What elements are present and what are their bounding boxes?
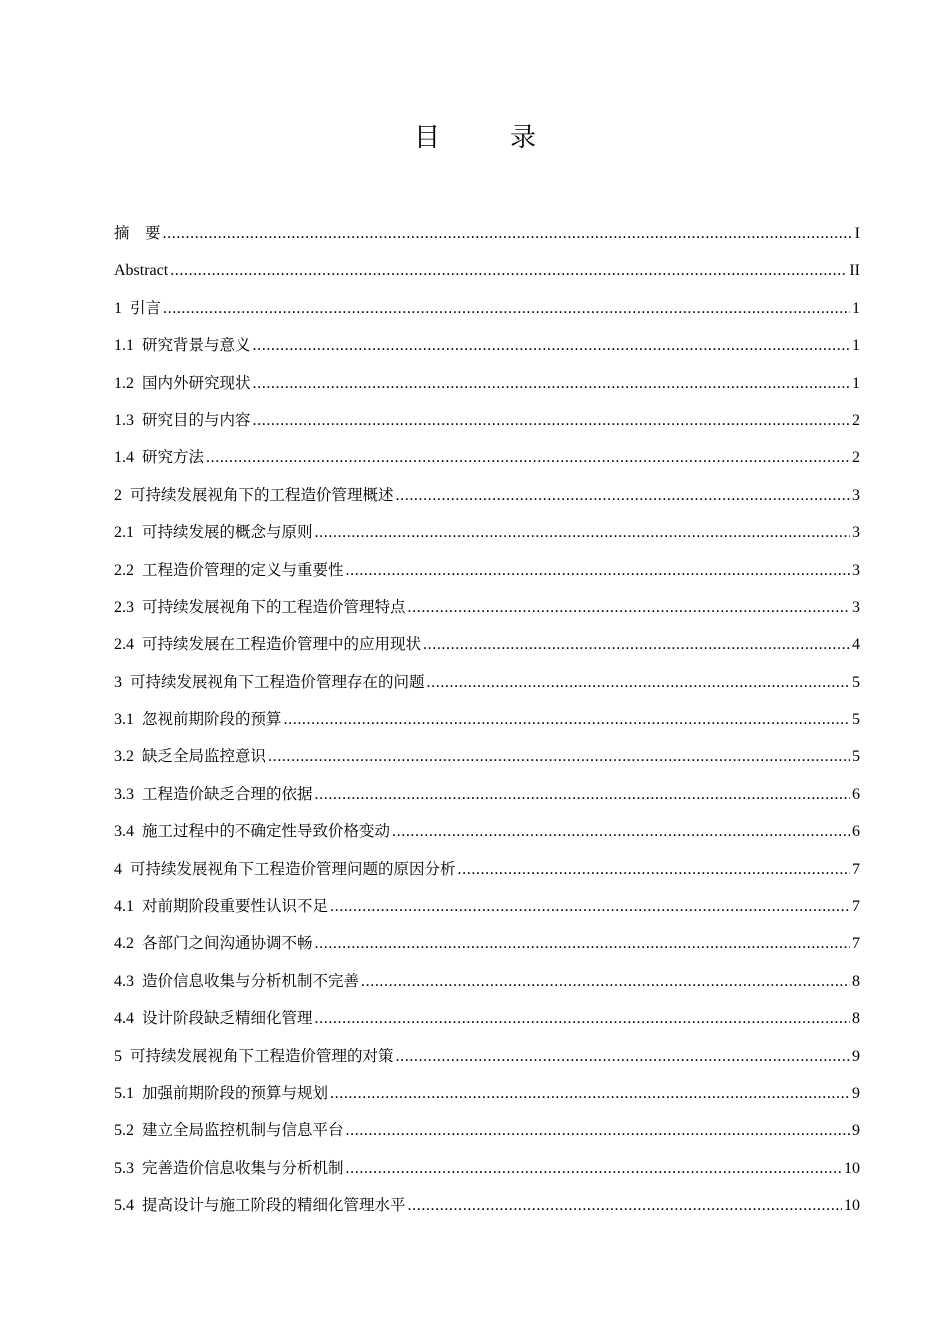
- toc-section-title: 设计阶段缺乏精细化管理: [142, 1009, 313, 1028]
- toc-section-number: 1: [114, 299, 122, 317]
- toc-section-title: 可持续发展视角下的工程造价管理特点: [142, 597, 406, 616]
- toc-section-number: 5.2: [114, 1122, 134, 1140]
- toc-dot-leader: [315, 776, 850, 813]
- toc-entry-label: [114, 625, 421, 663]
- toc-section-number: 2.2: [114, 561, 134, 579]
- toc-dot-leader: [361, 963, 850, 1000]
- toc-entry-label: [114, 775, 313, 813]
- toc-section-title: 缺乏全局监控意识: [142, 747, 267, 766]
- toc-section-number: 2.1: [114, 524, 134, 542]
- toc-page-number: 2: [852, 449, 860, 467]
- toc-dot-leader: [408, 589, 850, 626]
- toc-entry-label: [114, 700, 282, 738]
- toc-section-title: 可持续发展的概念与原则: [142, 523, 313, 542]
- toc-entry-label: [114, 551, 344, 589]
- toc-page-number: 1: [852, 299, 860, 317]
- toc-entry[interactable]: [114, 1037, 860, 1074]
- toc-section-number: 3.3: [114, 785, 134, 803]
- toc-entry[interactable]: [114, 476, 860, 513]
- table-of-contents: [114, 214, 860, 1224]
- toc-entry-label: [114, 962, 359, 1000]
- toc-entry-label: [114, 251, 168, 289]
- toc-page-number: 6: [852, 823, 860, 841]
- toc-dot-leader: [458, 851, 850, 888]
- toc-section-number: 5: [114, 1047, 122, 1065]
- toc-entry-label: [114, 663, 425, 701]
- toc-section-title: 各部门之间沟通协调不畅: [142, 934, 313, 953]
- toc-page-number: 7: [852, 935, 860, 953]
- toc-section-number: 4.4: [114, 1010, 134, 1028]
- toc-entry[interactable]: [114, 401, 860, 438]
- toc-entry[interactable]: [114, 924, 860, 961]
- toc-section-number: 3: [114, 673, 122, 691]
- toc-page-number: 8: [852, 972, 860, 990]
- toc-entry-label: [114, 289, 161, 327]
- toc-entry-label: [114, 476, 394, 514]
- toc-page-number: 6: [852, 785, 860, 803]
- toc-dot-leader: [170, 252, 847, 289]
- toc-section-title: 忽视前期阶段的预算: [142, 710, 282, 729]
- toc-section-number: 1.2: [114, 374, 134, 392]
- toc-entry[interactable]: [114, 438, 860, 475]
- toc-entry[interactable]: [114, 251, 860, 288]
- toc-entry-label: [114, 924, 313, 962]
- toc-dot-leader: [423, 626, 850, 663]
- toc-section-title: 摘 要: [114, 224, 161, 242]
- toc-dot-leader: [268, 738, 850, 775]
- toc-dot-leader: [330, 888, 850, 925]
- toc-dot-leader: [253, 365, 850, 402]
- toc-entry-label: [114, 999, 313, 1037]
- toc-entry[interactable]: [114, 326, 860, 363]
- toc-section-number: 1.4: [114, 449, 134, 467]
- toc-section-title: 研究方法: [142, 448, 205, 467]
- toc-section-number: 4: [114, 860, 122, 878]
- toc-dot-leader: [392, 813, 850, 850]
- toc-entry-label: [114, 438, 204, 476]
- toc-entry[interactable]: [114, 1149, 860, 1186]
- toc-page-number: 8: [852, 1010, 860, 1028]
- toc-section-title: 可持续发展视角下工程造价管理的对策: [130, 1046, 394, 1065]
- toc-dot-leader: [315, 925, 850, 962]
- toc-page-number: 9: [852, 1122, 860, 1140]
- toc-entry[interactable]: [114, 551, 860, 588]
- toc-entry[interactable]: [114, 289, 860, 326]
- toc-entry[interactable]: [114, 812, 860, 849]
- toc-section-title: 研究背景与意义: [142, 336, 251, 355]
- toc-section-number: 3.2: [114, 748, 134, 766]
- toc-page-number: 5: [852, 748, 860, 766]
- toc-page-number: 3: [852, 486, 860, 504]
- toc-section-title: 可持续发展视角下的工程造价管理概述: [130, 485, 394, 504]
- toc-section-title: 可持续发展视角下工程造价管理存在的问题: [130, 672, 425, 691]
- toc-section-number: 3.1: [114, 711, 134, 729]
- toc-entry[interactable]: [114, 364, 860, 401]
- toc-page-number: 10: [844, 1197, 860, 1215]
- toc-entry-label: [114, 1186, 406, 1224]
- toc-section-title: 完善造价信息收集与分析机制: [142, 1158, 344, 1177]
- toc-entry-label: [114, 850, 456, 888]
- toc-entry[interactable]: [114, 737, 860, 774]
- toc-section-title: 对前期阶段重要性认识不足: [142, 897, 329, 916]
- toc-page-number: I: [854, 225, 860, 242]
- toc-dot-leader: [253, 402, 850, 439]
- toc-entry[interactable]: [114, 999, 860, 1036]
- toc-entry[interactable]: [114, 1074, 860, 1111]
- toc-section-title: 加强前期阶段的预算与规划: [142, 1083, 329, 1102]
- toc-dot-leader: [408, 1187, 842, 1224]
- toc-section-title: 工程造价缺乏合理的依据: [142, 784, 313, 803]
- toc-dot-leader: [206, 439, 850, 476]
- toc-section-number: 5.1: [114, 1084, 134, 1102]
- toc-section-title: 建立全局监控机制与信息平台: [142, 1121, 344, 1140]
- toc-dot-leader: [396, 1038, 850, 1075]
- toc-entry-label: [114, 812, 390, 850]
- toc-entry[interactable]: [114, 663, 860, 700]
- toc-dot-leader: [346, 1112, 850, 1149]
- page-title: 目 录: [413, 123, 558, 153]
- toc-entry[interactable]: [114, 1186, 860, 1223]
- toc-section-number: 4.2: [114, 935, 134, 953]
- toc-page-number: II: [849, 262, 860, 280]
- toc-entry-label: [114, 887, 328, 925]
- toc-entry-label: [114, 1149, 344, 1187]
- toc-section-number: 4.3: [114, 972, 134, 990]
- toc-entry-label: [114, 364, 251, 402]
- toc-page-number: 3: [852, 524, 860, 542]
- toc-section-number: 1.3: [114, 411, 134, 429]
- toc-entry[interactable]: [114, 887, 860, 924]
- toc-dot-leader: [284, 701, 850, 738]
- toc-entry-label: [114, 737, 266, 775]
- toc-entry[interactable]: [114, 588, 860, 625]
- toc-dot-leader: [330, 1075, 850, 1112]
- toc-entry[interactable]: [114, 775, 860, 812]
- toc-section-number: 2: [114, 486, 122, 504]
- toc-page-number: 7: [852, 898, 860, 916]
- toc-entry-label: [114, 326, 251, 364]
- toc-entry[interactable]: [114, 962, 860, 999]
- toc-section-title: 研究目的与内容: [142, 410, 251, 429]
- toc-page-number: 3: [852, 561, 860, 579]
- toc-section-number: 4.1: [114, 898, 134, 916]
- toc-section-number: 2.4: [114, 636, 134, 654]
- toc-page-number: 9: [852, 1047, 860, 1065]
- toc-entry-label: [114, 1111, 344, 1149]
- toc-page-number: 1: [852, 337, 860, 355]
- toc-section-title: 可持续发展视角下工程造价管理问题的原因分析: [130, 859, 456, 878]
- toc-section-title: 可持续发展在工程造价管理中的应用现状: [142, 635, 422, 654]
- toc-section-title: 造价信息收集与分析机制不完善: [142, 971, 360, 990]
- toc-dot-leader: [253, 327, 850, 364]
- toc-dot-leader: [163, 290, 850, 327]
- toc-entry[interactable]: [114, 625, 860, 662]
- toc-page-number: 3: [852, 598, 860, 616]
- toc-entry[interactable]: [114, 1111, 860, 1148]
- toc-dot-leader: [163, 215, 853, 252]
- toc-page-number: 2: [852, 411, 860, 429]
- toc-dot-leader: [346, 552, 850, 589]
- toc-section-number: 2.3: [114, 598, 134, 616]
- toc-entry-label: [114, 513, 313, 551]
- toc-page-number: 1: [852, 374, 860, 392]
- toc-page-number: 9: [852, 1084, 860, 1102]
- toc-section-number: 5.4: [114, 1197, 134, 1215]
- toc-page-number: 10: [844, 1159, 860, 1177]
- toc-entry-label: [114, 214, 161, 252]
- toc-entry[interactable]: [114, 850, 860, 887]
- toc-dot-leader: [315, 514, 850, 551]
- toc-section-title: 提高设计与施工阶段的精细化管理水平: [142, 1196, 406, 1215]
- toc-page-number: 4: [852, 636, 860, 654]
- toc-entry[interactable]: [114, 700, 860, 737]
- toc-entry-label: [114, 401, 251, 439]
- toc-entry[interactable]: [114, 214, 860, 251]
- toc-section-title: 施工过程中的不确定性导致价格变动: [142, 822, 391, 841]
- toc-page-number: 7: [852, 860, 860, 878]
- toc-dot-leader: [427, 664, 850, 701]
- toc-dot-leader: [315, 1000, 850, 1037]
- toc-entry-label: [114, 1074, 328, 1112]
- toc-section-title: 工程造价管理的定义与重要性: [142, 560, 344, 579]
- toc-section-number: 5.3: [114, 1159, 134, 1177]
- toc-section-number: 3.4: [114, 823, 134, 841]
- toc-page-number: 5: [852, 711, 860, 729]
- toc-section-title: 引言: [130, 298, 162, 317]
- toc-page-number: 5: [852, 673, 860, 691]
- toc-dot-leader: [346, 1150, 842, 1187]
- toc-section-number: 1.1: [114, 337, 134, 355]
- toc-entry[interactable]: [114, 513, 860, 550]
- toc-section-title: 国内外研究现状: [142, 373, 251, 392]
- toc-dot-leader: [396, 477, 850, 514]
- toc-section-title: Abstract: [114, 262, 169, 280]
- toc-entry-label: [114, 1037, 394, 1075]
- toc-entry-label: [114, 588, 406, 626]
